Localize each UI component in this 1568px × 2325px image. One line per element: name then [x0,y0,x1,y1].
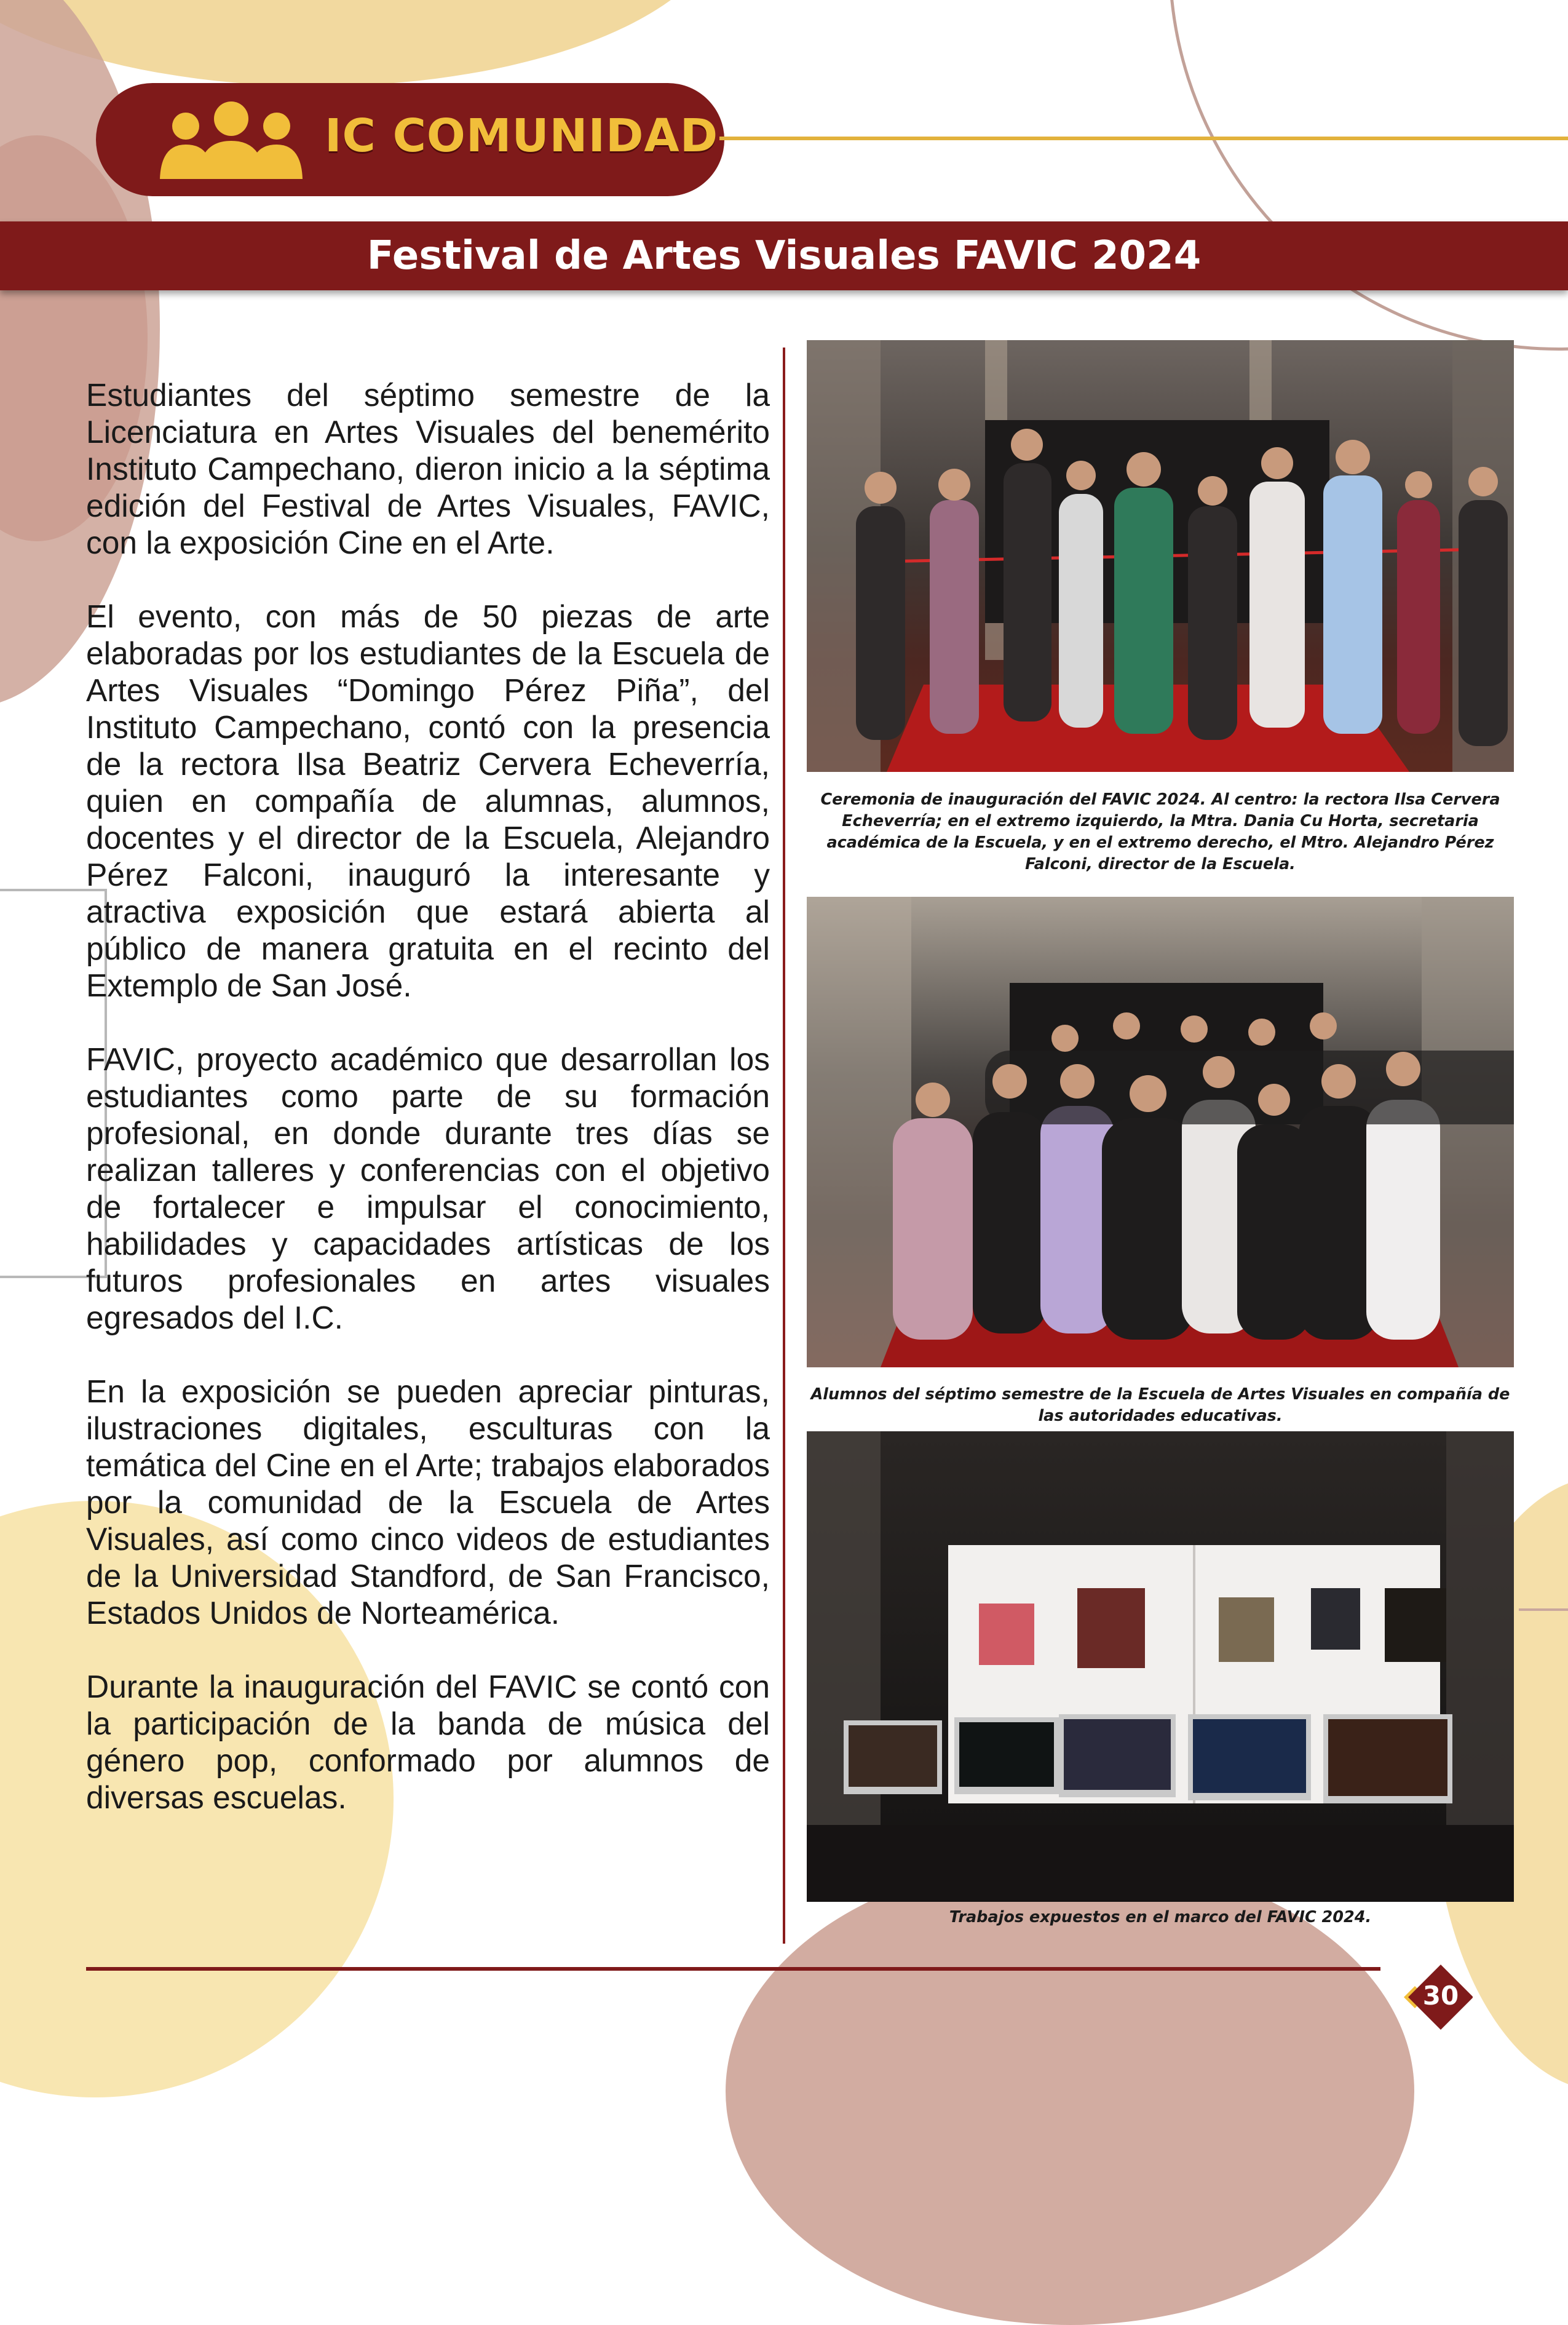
paragraph: FAVIC, proyecto académico que desarrollan los estudiantes como parte de su formación profesional, en donde durante tres días se realizan talleres y conferencias con el objetivo de fortalecer e impulsar el conocimiento, habilidades y capacidades artísticas de los futuros profesionales en artes visuales egresados del I.C. [86,1041,770,1335]
title-bar [0,221,1568,290]
section-label: IC COMUNIDAD [325,109,719,162]
paragraph: El evento, con más de 50 piezas de arte elaboradas por los estudiantes de la Escuela de Artes Visuales “Domingo Pérez Piña”, del Instituto Campechano, contó con la presencia de la rectora Ilsa Beatriz Cervera Echeverría, quien en compañía de alumnas, alumnos, docentes y el director de la Escuela, Alejandro Pérez Falconi, inauguró la interesante y atractiva exposición que estará abierta al público de manera gratuita en el recinto del Extemplo de San José. [86,598,770,1003]
decorative-ring-top-right [1168,0,1568,351]
page-number: 30 [1422,1981,1459,2011]
column-divider [783,348,785,1944]
photo-caption: Ceremonia de inauguración del FAVIC 2024. Al centro: la rectora Ilsa Cervera Echeverría; en el extremo izquierdo, la Mtra. Dania Cu Horta, secretaria académica de la Escuela, y en el extremo derecho, el Mtro. Alejandro Pérez Falconi, director de la Escuela. [820,790,1500,873]
people-group-icon [157,95,305,181]
header-rule [719,137,1568,140]
paragraph: Estudiantes del séptimo semestre de la Licenciatura en Artes Visuales del benemérito Instituto Campechano, dieron inicio a la séptima edición del Festival de Artes Visuales, FAVIC, con la exposición Cine en el Arte. [86,377,770,560]
photo-caption: Alumnos del séptimo semestre de la Escuela de Artes Visuales en compañía de las autoridades educativas. [810,1385,1510,1425]
photo-caption: Trabajos expuestos en el marco del FAVIC 2024. [949,1908,1372,1926]
photo-group-students [807,897,1514,1367]
article-body [86,376,770,1853]
photo-exhibition-artworks [807,1431,1514,1902]
paragraph: Durante la inauguración del FAVIC se contó con la participación de la banda de música del género pop, conformado por alumnos de diversas escuelas. [86,1669,770,1815]
article-title: Festival de Artes Visuales FAVIC 2024 [366,233,1202,279]
footer-rule [86,1967,1380,1971]
photo-inauguration-ceremony [807,340,1514,772]
decorative-rule-right [1519,1608,1568,1611]
paragraph: En la exposición se pueden apreciar pinturas, ilustraciones digitales, esculturas con la temática del Cine en el Arte; trabajos elaborados por la comunidad de la Escuela de Artes Visuales, así como cinco videos de estudiantes de la Universidad Standford, de San Francisco, Estados Unidos de Norteamérica. [86,1373,770,1631]
